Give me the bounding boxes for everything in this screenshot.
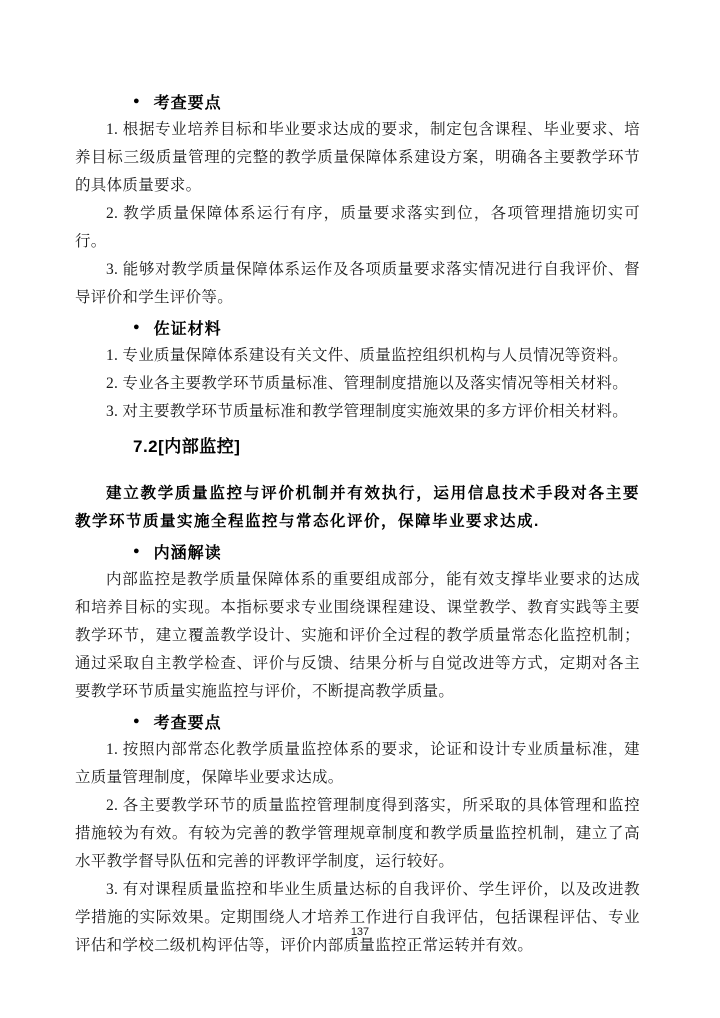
examination-point-1: 1. 根据专业培养目标和毕业要求达成的要求，制定包含课程、毕业要求、培养目标三级质量管理的完整的教学质量保障体系建设方案，明确各主要教学环节的具体质量要求。: [75, 121, 640, 194]
section-title-connotation-interpretation: [75, 536, 640, 566]
bullet-icon: ●: [133, 94, 140, 107]
examination-point-internal-3: 3. 有对课程质量监控和毕业生质量达标的自我评价、学生评价，以及改进教学措施的实际效果。定期围绕人才培养工作进行自我评估，包括课程评估、专业评估和学校二级机构评估等，评价内部质量监控正常运转并有效。: [75, 881, 640, 954]
bullet-icon: ●: [133, 714, 140, 727]
section-title-label: 考查要点: [153, 714, 222, 732]
supporting-material-2: 2. 专业各主要教学环节质量标准、管理制度措施以及落实情况等相关材料。: [106, 375, 629, 392]
text-block: [75, 86, 640, 960]
section-title-label: 内涵解读: [153, 544, 222, 562]
section-title-label: 佐证材料: [153, 320, 222, 338]
bullet-icon: ●: [133, 544, 140, 557]
connotation-interpretation-paragraph: 内部监控是教学质量保障体系的重要组成部分，能有效支撑毕业要求的达成和培养目标的实现。本指标要求专业围绕课程建设、课堂教学、教育实践等主要教学环节，建立覆盖教学设计、实施和评价全过程的教学质量常态化监控机制；通过采取自主教学检查、评价与反馈、结果分析与自觉改进等方式，定期对各主要教学环节质量实施监控与评价，不断提高教学质量。: [75, 571, 640, 700]
section-title-examination-points-2: [75, 706, 640, 736]
supporting-material-1: 1. 专业质量保障体系建设有关文件、质量监控组织机构与人员情况等资料。: [106, 347, 629, 364]
supporting-material-3: 3. 对主要教学环节质量标准和教学管理制度实施效果的多方评价相关材料。: [106, 403, 629, 420]
page-number: 137: [350, 926, 370, 938]
examination-point-3: 3. 能够对教学质量保障体系运作及各项质量要求落实情况进行自我评价、督导评价和学生评价等。: [75, 261, 640, 306]
examination-point-2: 2. 教学质量保障体系运行有序，质量要求落实到位，各项管理措施切实可行。: [75, 205, 640, 250]
section-title-label: 考查要点: [153, 94, 222, 112]
section-title-supporting-materials: [75, 312, 640, 342]
examination-point-internal-1: 1. 按照内部常态化教学质量监控体系的要求，论证和设计专业质量标准，建立质量管理制度，保障毕业要求达成。: [75, 741, 640, 786]
bullet-icon: ●: [133, 320, 140, 333]
section-heading-7-2-internal-monitoring: 7.2[内部监控]: [133, 437, 241, 456]
section-title-examination-points-1: [75, 86, 640, 116]
examination-point-internal-2: 2. 各主要教学环节的质量监控管理制度得到落实，所采取的具体管理和监控措施较为有效。有较为完善的教学管理规章制度和教学质量监控机制，建立了高水平教学督导队伍和完善的评教评学制度，运行较好。: [75, 797, 640, 870]
indicator-statement: 建立教学质量监控与评价机制并有效执行，运用信息技术手段对各主要教学环节质量实施全程监控与常态化评价，保障毕业要求达成.: [75, 485, 640, 530]
